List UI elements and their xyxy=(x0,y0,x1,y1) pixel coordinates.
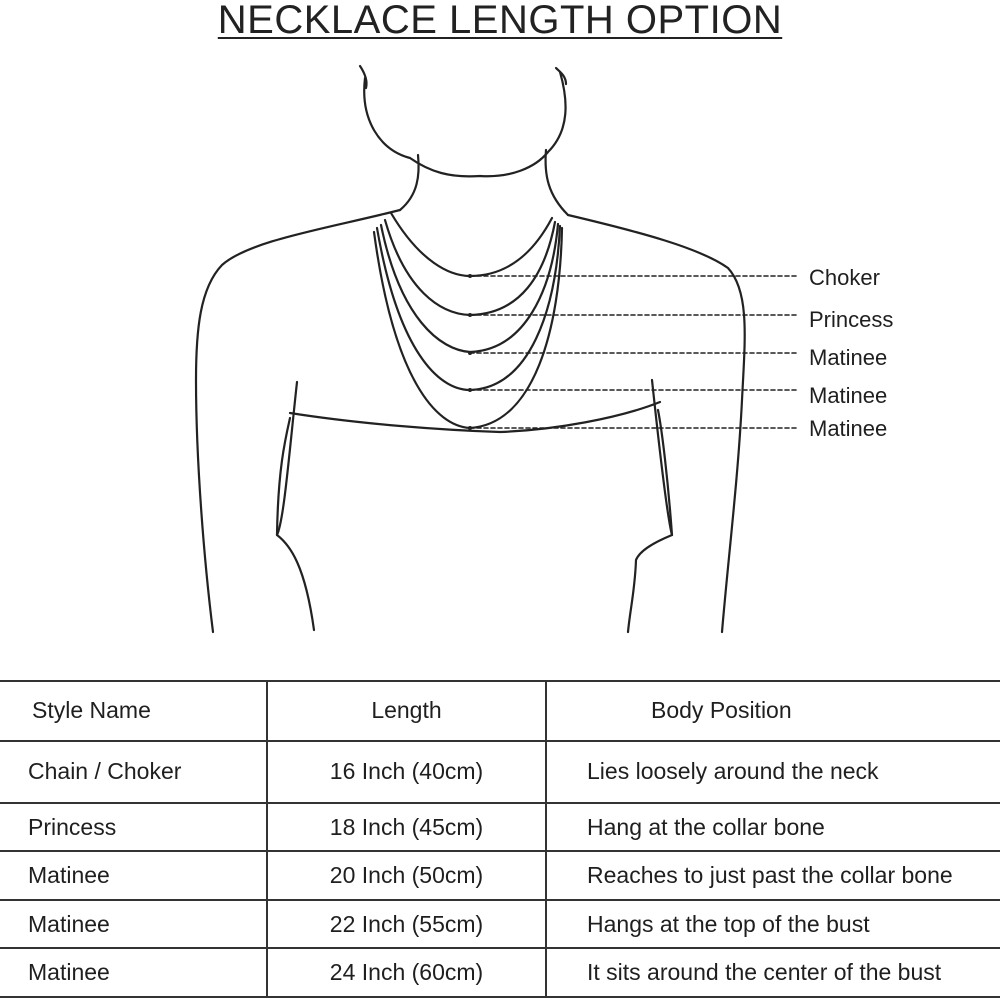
leader-lines xyxy=(470,276,798,428)
cell-position: It sits around the center of the bust xyxy=(546,948,1000,997)
table-row xyxy=(0,900,1000,949)
label-choker: Choker xyxy=(809,265,880,290)
face-outline xyxy=(364,72,565,176)
table-row xyxy=(0,948,1000,997)
cell-style: Matinee xyxy=(0,900,267,949)
cell-length: 16 Inch (40cm) xyxy=(267,741,546,803)
label-matinee-2: Matinee xyxy=(809,383,888,408)
label-matinee-1: Matinee xyxy=(809,345,888,370)
necklace-matinee-22 xyxy=(377,226,560,390)
neck-right xyxy=(546,150,568,215)
title-text: NECKLACE LENGTH OPTION xyxy=(217,0,783,42)
left-inner-arm xyxy=(277,382,314,630)
header-length: Length xyxy=(267,681,546,741)
cell-position: Reaches to just past the collar bone xyxy=(546,851,1000,900)
cell-length: 22 Inch (55cm) xyxy=(267,900,546,949)
table-row xyxy=(0,851,1000,900)
cell-length: 18 Inch (45cm) xyxy=(267,803,546,852)
table-row xyxy=(0,741,1000,803)
cell-style: Matinee xyxy=(0,851,267,900)
table-header-row xyxy=(0,681,1000,741)
length-table xyxy=(0,680,1000,998)
label-princess: Princess xyxy=(809,307,894,332)
left-shoulder-arm xyxy=(196,210,400,632)
right-inner-arm xyxy=(628,380,672,632)
cell-length: 20 Inch (50cm) xyxy=(267,851,546,900)
cell-style: Princess xyxy=(0,803,267,852)
cell-length: 24 Inch (60cm) xyxy=(267,948,546,997)
necklace-matinee-24 xyxy=(374,228,562,428)
left-ear xyxy=(360,66,367,88)
header-style-name: Style Name xyxy=(0,681,267,741)
necklace-choker xyxy=(391,213,552,276)
cell-style: Chain / Choker xyxy=(0,741,267,803)
table-row xyxy=(0,803,1000,852)
necklace-group xyxy=(374,213,562,428)
neck-left xyxy=(400,155,419,210)
cell-position: Hang at the collar bone xyxy=(546,803,1000,852)
cell-position: Hangs at the top of the bust xyxy=(546,900,1000,949)
cell-style: Matinee xyxy=(0,948,267,997)
necklace-princess xyxy=(385,220,555,315)
leader-dots xyxy=(468,274,472,430)
cell-position: Lies loosely around the neck xyxy=(546,741,1000,803)
label-matinee-3: Matinee xyxy=(809,416,888,441)
header-body-position: Body Position xyxy=(546,681,1000,741)
